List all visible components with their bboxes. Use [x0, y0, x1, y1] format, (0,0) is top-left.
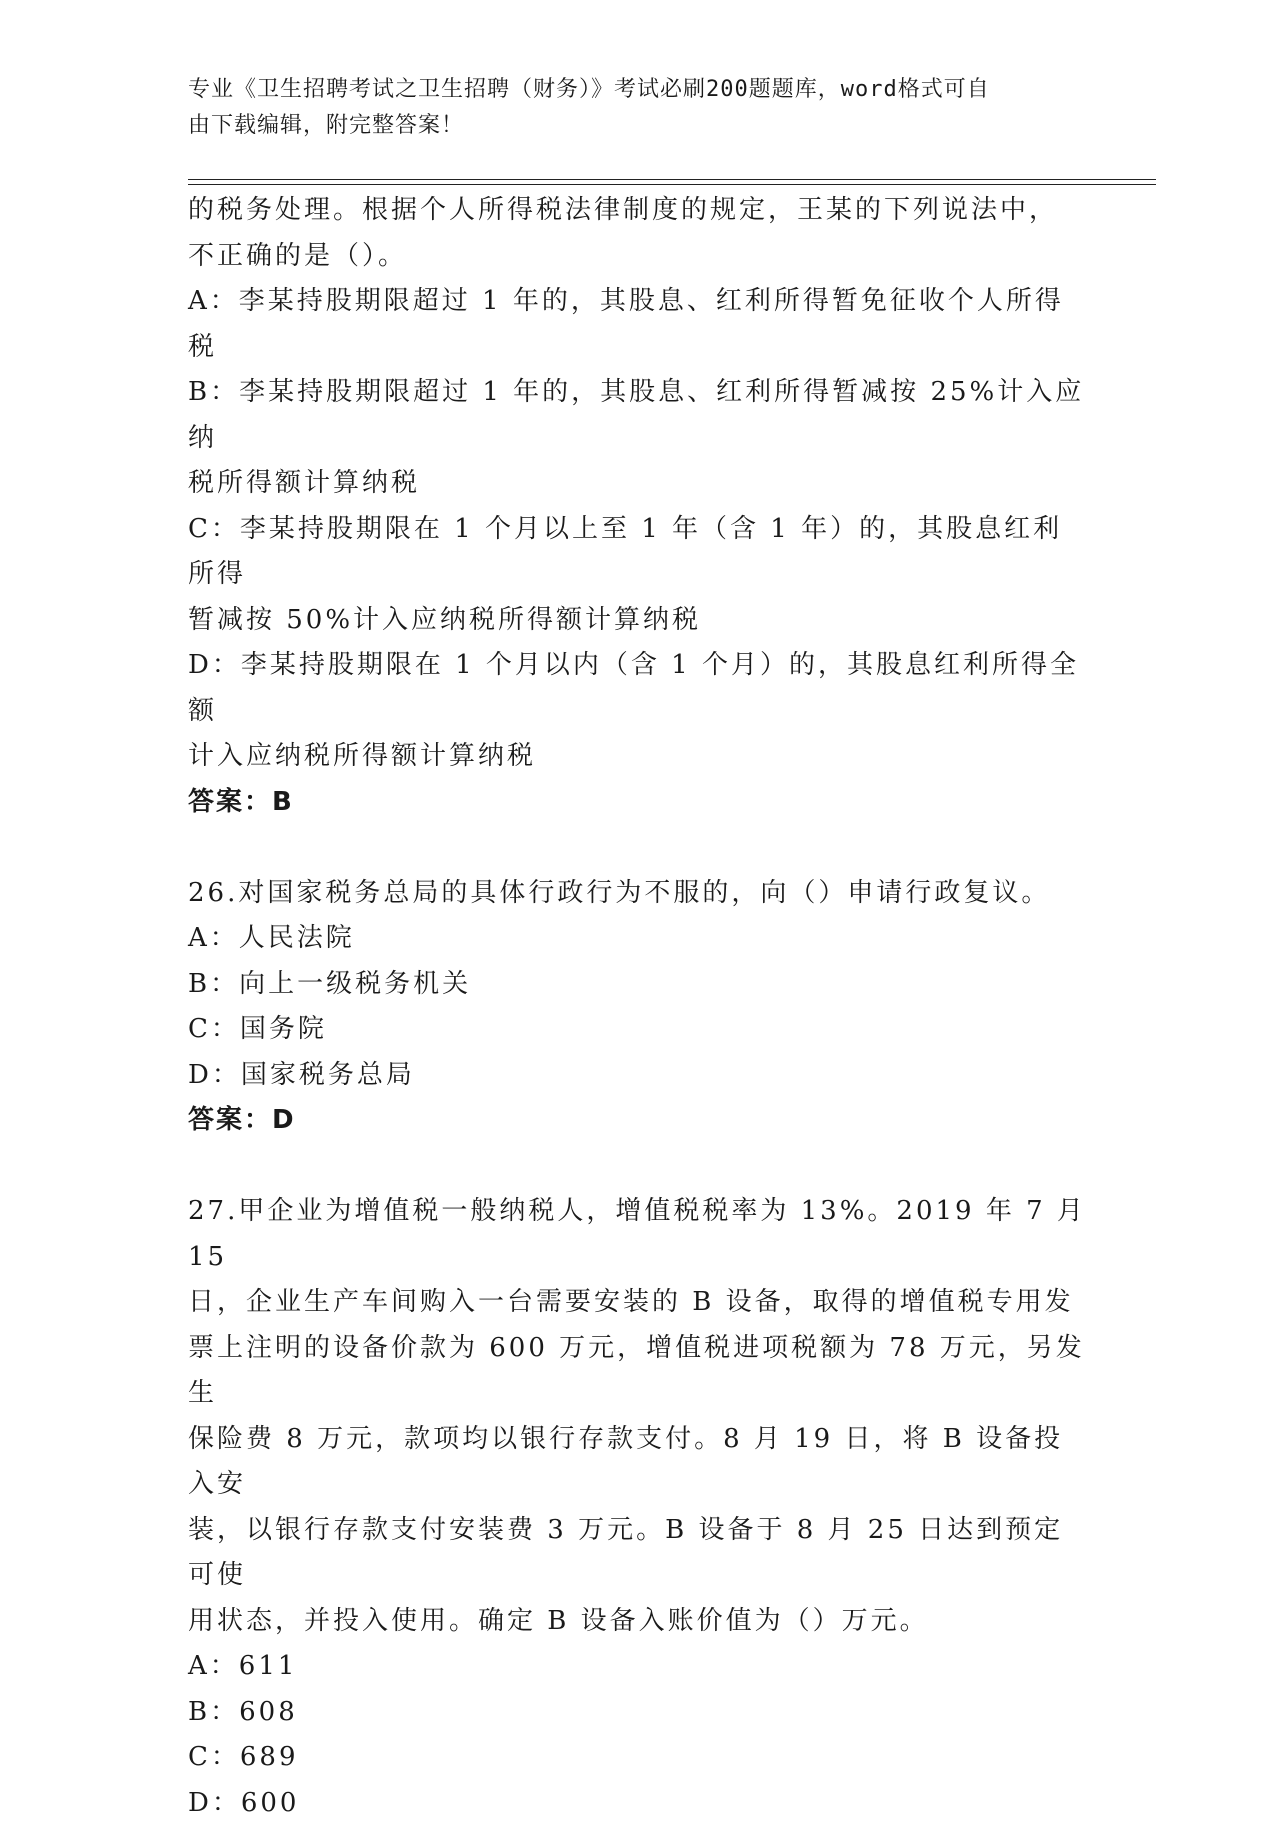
header-divider-top — [188, 179, 1156, 180]
option-d-continuation: 计入应纳税所得额计算纳税 — [188, 734, 1088, 780]
option-a: A：611 — [188, 1644, 1088, 1690]
answer-label: 答案：D — [188, 1098, 1088, 1144]
option-c-continuation: 暂减按 50%计入应纳税所得额计算纳税 — [188, 598, 1088, 644]
spacer — [188, 825, 1088, 871]
option-b: B：李某持股期限超过 1 年的，其股息、红利所得暂减按 25%计入应纳 — [188, 370, 1088, 461]
header-line-2: 由下载编辑，附完整答案！ — [188, 108, 1088, 144]
option-c: C：国务院 — [188, 1007, 1088, 1053]
question-stem-line: 不正确的是（）。 — [188, 234, 1088, 280]
option-c: C：689 — [188, 1735, 1088, 1781]
option-b: B：608 — [188, 1690, 1088, 1736]
option-d: D：600 — [188, 1781, 1088, 1826]
option-b: B：向上一级税务机关 — [188, 962, 1088, 1008]
spacer — [188, 1144, 1088, 1190]
option-a: A：李某持股期限超过 1 年的，其股息、红利所得暂免征收个人所得税 — [188, 279, 1088, 370]
question-stem-line: 保险费 8 万元，款项均以银行存款支付。8 月 19 日，将 B 设备投入安 — [188, 1417, 1088, 1508]
question-25 — [188, 188, 1088, 825]
question-stem-line: 日，企业生产车间购入一台需要安装的 B 设备，取得的增值税专用发 — [188, 1280, 1088, 1326]
option-b-continuation: 税所得额计算纳税 — [188, 461, 1088, 507]
question-stem-line: 装，以银行存款支付安装费 3 万元。B 设备于 8 月 25 日达到预定可使 — [188, 1508, 1088, 1599]
option-c: C：李某持股期限在 1 个月以上至 1 年（含 1 年）的，其股息红利所得 — [188, 507, 1088, 598]
question-stem-line: 的税务处理。根据个人所得税法律制度的规定，王某的下列说法中， — [188, 188, 1088, 234]
question-27 — [188, 1189, 1088, 1826]
header-divider-bottom — [188, 184, 1156, 185]
answer-label: 答案：B — [188, 780, 1088, 826]
document-body — [188, 188, 1088, 1826]
question-26 — [188, 871, 1088, 1144]
question-stem-line: 票上注明的设备价款为 600 万元，增值税进项税额为 78 万元，另发生 — [188, 1326, 1088, 1417]
question-stem: 26.对国家税务总局的具体行政行为不服的，向（）申请行政复议。 — [188, 871, 1088, 917]
option-a: A：人民法院 — [188, 916, 1088, 962]
option-d: D：李某持股期限在 1 个月以内（含 1 个月）的，其股息红利所得全额 — [188, 643, 1088, 734]
document-header — [188, 72, 1088, 144]
option-d: D：国家税务总局 — [188, 1053, 1088, 1099]
question-stem-line: 27.甲企业为增值税一般纳税人，增值税税率为 13%。2019 年 7 月 15 — [188, 1189, 1088, 1280]
header-line-1: 专业《卫生招聘考试之卫生招聘（财务）》考试必刷200题题库，word格式可自 — [188, 72, 1088, 108]
question-stem-line: 用状态，并投入使用。确定 B 设备入账价值为（）万元。 — [188, 1599, 1088, 1645]
